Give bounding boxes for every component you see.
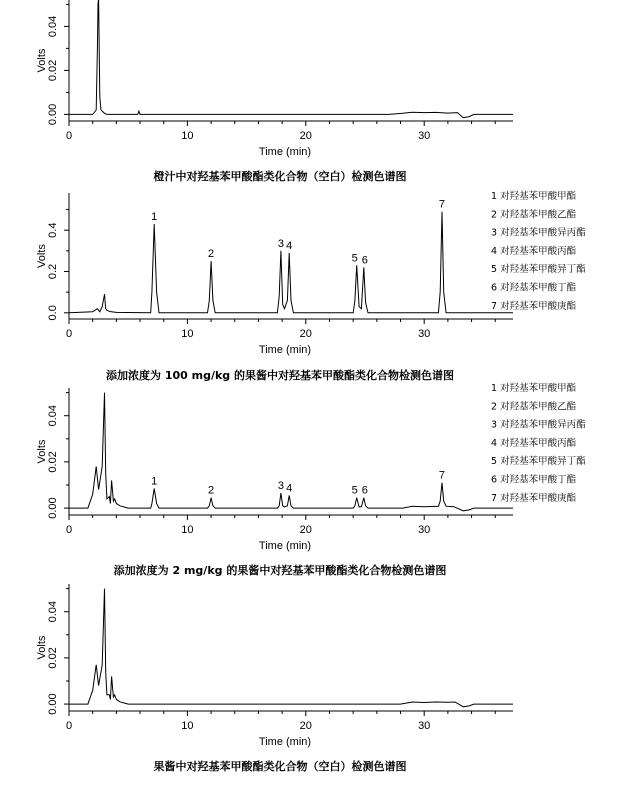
y-axis-label: Volts [35, 244, 48, 268]
x-tick-label: 0 [65, 328, 73, 340]
peak-label: 5 [351, 252, 358, 265]
x-axis-label: Time (min) [258, 344, 312, 356]
legend-entry: 7 对羟基苯甲酸庚酯 [491, 492, 577, 504]
x-tick-label: 30 [418, 524, 431, 536]
chromatogram-trace [69, 212, 513, 313]
y-tick-label: 0.02 [46, 59, 59, 82]
x-tick-label: 10 [181, 130, 194, 142]
y-axis-label: Volts [35, 635, 48, 660]
legend-entry: 1 对羟基苯甲酸甲酯 [491, 383, 577, 394]
legend-entry: 2 对羟基苯甲酸乙酯 [491, 209, 577, 221]
peak-label: 3 [277, 237, 284, 250]
legend-entry: 6 对羟基苯甲酸丁酯 [491, 474, 577, 486]
caption-jam-blank: 果酱中对羟基苯甲酸酯类化合物（空白）检测色谱图 [153, 760, 407, 773]
x-tick-label: 20 [299, 130, 312, 142]
x-tick-label: 0 [65, 524, 73, 536]
y-tick-label: 0.4 [46, 222, 59, 238]
chromatogram-trace [69, 0, 513, 118]
x-tick-label: 10 [181, 328, 194, 340]
legend-entry: 5 对羟基苯甲酸异丁酯 [491, 456, 586, 468]
y-tick-label: 0.04 [46, 404, 59, 427]
x-tick-label: 30 [418, 720, 431, 732]
peak-label: 6 [361, 254, 368, 267]
x-tick-label: 0 [65, 720, 73, 732]
x-axis-label: Time (min) [258, 146, 312, 158]
x-tick-label: 20 [299, 328, 312, 340]
x-tick-label: 30 [418, 328, 431, 340]
caption-jam-100mg: 添加浓度为 100 mg/kg 的果酱中对羟基苯甲酸酯类化合物检测色谱图 [106, 369, 454, 382]
legend-entry: 4 对羟基苯甲酸丙酯 [491, 437, 577, 449]
y-tick-label: 0.00 [46, 693, 59, 715]
x-tick-label: 20 [299, 720, 312, 732]
x-tick-label: 10 [181, 524, 194, 536]
y-tick-label: 0.02 [46, 451, 59, 473]
y-tick-label: 0.00 [46, 497, 59, 519]
y-axis-label: Volts [35, 439, 48, 464]
x-tick-label: 20 [299, 524, 312, 536]
legend-entry: 3 对羟基苯甲酸异丙酯 [491, 227, 586, 239]
peak-label: 6 [361, 484, 368, 497]
legend-entry: 3 对羟基苯甲酸异丙酯 [491, 419, 586, 431]
peak-label: 4 [286, 482, 293, 495]
y-tick-label: 0.2 [46, 263, 59, 280]
caption-orange-juice-blank: 橙汁中对羟基苯甲酸酯类化合物（空白）检测色谱图 [153, 170, 407, 183]
peak-label: 2 [208, 484, 215, 497]
legend-entry: 4 对羟基苯甲酸丙酯 [491, 245, 577, 257]
peak-label: 5 [351, 484, 358, 497]
legend-entry: 1 对羟基苯甲酸甲酯 [491, 191, 577, 202]
peak-label: 7 [438, 469, 446, 482]
x-axis-label: Time (min) [258, 736, 312, 748]
peak-label: 3 [277, 480, 284, 493]
x-tick-label: 10 [181, 720, 194, 732]
y-tick-label: 0.02 [46, 647, 59, 669]
x-axis-label: Time (min) [258, 540, 312, 552]
peak-label: 7 [438, 198, 446, 211]
x-tick-label: 30 [418, 130, 431, 142]
y-tick-label: 0.00 [46, 103, 59, 126]
x-tick-label: 0 [65, 130, 73, 142]
peak-label: 4 [286, 239, 293, 252]
peak-label: 1 [151, 210, 158, 223]
legend-entry: 7 对羟基苯甲酸庚酯 [491, 300, 577, 312]
peak-label: 2 [208, 248, 215, 261]
legend-entry: 2 对羟基苯甲酸乙酯 [491, 401, 577, 413]
y-tick-label: 0.04 [46, 600, 59, 623]
y-tick-label: 0.04 [46, 15, 59, 38]
y-axis-label: Volts [35, 48, 48, 73]
caption-jam-2mg: 添加浓度为 2 mg/kg 的果酱中对羟基苯甲酸酯类化合物检测色谱图 [113, 564, 447, 577]
chromatogram-trace [69, 589, 513, 707]
legend-entry: 5 对羟基苯甲酸异丁酯 [491, 264, 586, 276]
legend-entry: 6 对羟基苯甲酸丁酯 [491, 282, 577, 294]
y-tick-label: 0.0 [46, 305, 59, 321]
peak-label: 1 [151, 475, 158, 488]
